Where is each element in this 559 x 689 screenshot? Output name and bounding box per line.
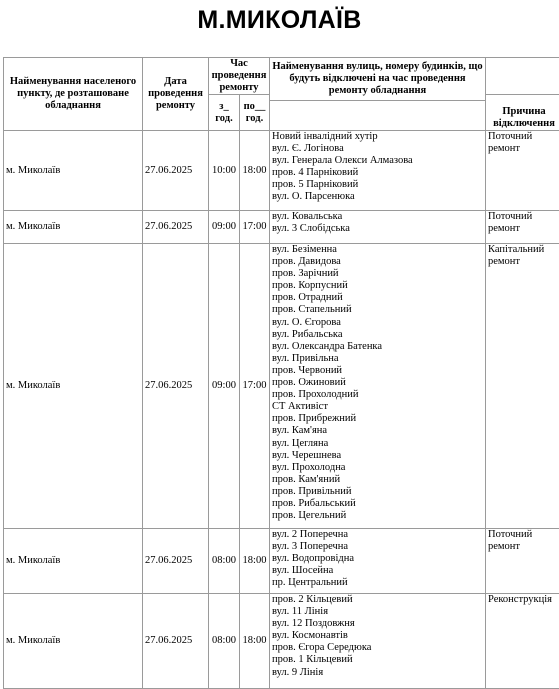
street-item: пров. Кам'яний: [272, 474, 483, 486]
street-item: вул. 2 Поперечна: [272, 529, 483, 541]
table-row: [4, 244, 559, 529]
cell-location: м. Миколаїв: [4, 529, 143, 594]
page-title: М.МИКОЛАЇВ: [0, 6, 559, 35]
street-item: вул. 11 Лінія: [272, 606, 483, 618]
street-item: вул. О. Єгорова: [272, 317, 483, 329]
street-item: пров. Зарічний: [272, 268, 483, 280]
street-item: вул. 12 Поздовжня: [272, 618, 483, 630]
street-item: вул. Є. Логінова: [272, 143, 483, 155]
street-item: пров. Привільний: [272, 486, 483, 498]
cell-location: м. Миколаїв: [4, 244, 143, 529]
street-item: пров. Прибрежний: [272, 413, 483, 425]
cell-time-to: 17:00: [240, 211, 270, 244]
header-from: з_ год.: [209, 95, 240, 131]
cell-location: м. Миколаїв: [4, 211, 143, 244]
street-item: пров. 2 Кільцевий: [272, 594, 483, 606]
cell-streets: [270, 244, 486, 529]
street-item: пров. Ожиновий: [272, 377, 483, 389]
street-item: СТ Активіст: [272, 401, 483, 413]
cell-location: м. Миколаїв: [4, 594, 143, 689]
street-item: пр. Центральний: [272, 577, 483, 589]
street-item: пров. Стапельний: [272, 304, 483, 316]
table-body: [4, 131, 559, 689]
table-row: [4, 594, 559, 689]
cell-time-from: 09:00: [209, 244, 240, 529]
cell-reason: Поточний ремонт: [486, 131, 559, 211]
street-item: вул. 3 Слобідська: [272, 223, 483, 235]
cell-reason: Капітальний ремонт: [486, 244, 559, 529]
cell-location: м. Миколаїв: [4, 131, 143, 211]
cell-date: 27.06.2025: [143, 529, 209, 594]
cell-time-to: 17:00: [240, 244, 270, 529]
table-row: [4, 529, 559, 594]
street-item: пров. Давидова: [272, 256, 483, 268]
street-item: вул. Рибальська: [272, 329, 483, 341]
street-item: пров. Єгора Середюка: [272, 642, 483, 654]
cell-date: 27.06.2025: [143, 211, 209, 244]
cell-time-to: 18:00: [240, 529, 270, 594]
header-reason: Причина відключення: [486, 95, 559, 131]
street-item: пров. 1 Кільцевий: [272, 654, 483, 666]
street-item: вул. Шосейна: [272, 565, 483, 577]
street-item: пров. Отрадний: [272, 292, 483, 304]
cell-streets: [270, 529, 486, 594]
street-item: вул. Цегляна: [272, 438, 483, 450]
street-item: вул. Кам'яна: [272, 425, 483, 437]
header-blank: [486, 58, 559, 95]
street-item: вул. Ковальська: [272, 211, 483, 223]
cell-time-from: 10:00: [209, 131, 240, 211]
header-date: Дата проведення ремонту: [143, 58, 209, 131]
cell-date: 27.06.2025: [143, 131, 209, 211]
street-item: пров. 4 Парніковий: [272, 167, 483, 179]
street-item: пров. Корпусний: [272, 280, 483, 292]
cell-date: 27.06.2025: [143, 594, 209, 689]
header-location: Найменування населеного пункту, де розташоване обладнання: [4, 58, 143, 131]
street-item: вул. Черешнева: [272, 450, 483, 462]
cell-time-from: 08:00: [209, 529, 240, 594]
cell-date: 27.06.2025: [143, 244, 209, 529]
outage-schedule-table: [3, 57, 559, 689]
cell-streets: [270, 594, 486, 689]
cell-reason: Поточний ремонт: [486, 529, 559, 594]
street-item: вул. Безіменна: [272, 244, 483, 256]
cell-reason: Реконструкція: [486, 594, 559, 689]
cell-reason: Поточний ремонт: [486, 211, 559, 244]
street-item: пров. Прохолодний: [272, 389, 483, 401]
header-to: по__ год.: [240, 95, 270, 131]
cell-time-from: 09:00: [209, 211, 240, 244]
street-item: вул. О. Парсенюка: [272, 191, 483, 203]
table-row: [4, 211, 559, 244]
street-item: вул. Олександра Батенка: [272, 341, 483, 353]
street-item: вул. Космонавтів: [272, 630, 483, 642]
cell-time-from: 08:00: [209, 594, 240, 689]
street-item: Новий інвалідний хутір: [272, 131, 483, 143]
street-item: вул. Привільна: [272, 353, 483, 365]
table-row: [4, 131, 559, 211]
street-item: вул. Водопровідна: [272, 553, 483, 565]
street-item: пров. Червоний: [272, 365, 483, 377]
street-item: пров. Рибальський: [272, 498, 483, 510]
header-streets: Найменування вулиць, номеру будинків, що будуть відключені на час проведення ремонту обладнання: [270, 58, 486, 101]
street-item: пров. Цегельний: [272, 510, 483, 522]
header-streets-spacer: [270, 101, 486, 131]
street-item: вул. 3 Поперечна: [272, 541, 483, 553]
street-item: вул. Генерала Олекси Алмазова: [272, 155, 483, 167]
cell-streets: [270, 211, 486, 244]
street-item: пров. 5 Парніковий: [272, 179, 483, 191]
header-time: Час проведення ремонту: [209, 58, 270, 95]
cell-streets: [270, 131, 486, 211]
cell-time-to: 18:00: [240, 594, 270, 689]
street-item: вул. 9 Лінія: [272, 667, 483, 679]
street-item: вул. Прохолодна: [272, 462, 483, 474]
cell-time-to: 18:00: [240, 131, 270, 211]
